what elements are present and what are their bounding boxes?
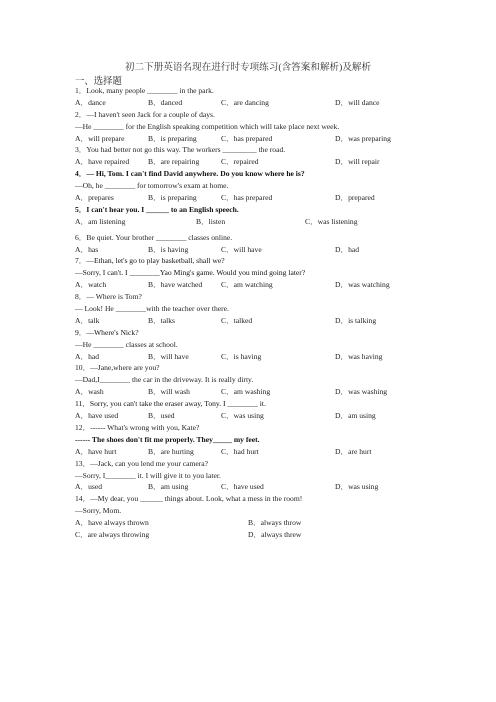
option-b: B．used xyxy=(148,411,175,421)
option-d: D．was having xyxy=(335,351,383,361)
option-a: A．had xyxy=(75,351,100,361)
question-stem: 13．—Jack, can you lend me your camera? xyxy=(75,458,209,468)
option-c: C．repaired xyxy=(221,157,259,167)
option-a: A．have used xyxy=(75,411,119,421)
option-b: B．have watched xyxy=(148,280,203,290)
option-c: C．is having xyxy=(221,351,262,361)
question-stem: 10．—Jane,where are you? xyxy=(75,363,160,373)
question-stem: 7．—Ethan, let's go to play basketball, shall we? xyxy=(75,256,225,266)
question-stem-line: — Look! He ________with the teacher over there. xyxy=(75,304,229,314)
question-item xyxy=(75,255,475,291)
option-row xyxy=(75,529,475,541)
option-b: B．listen xyxy=(196,216,226,226)
option-row xyxy=(75,156,475,168)
question-item xyxy=(75,458,475,494)
option-b: B．is preparing xyxy=(148,133,197,143)
question-stem: 8．— Where is Tom? xyxy=(75,292,142,302)
question-item xyxy=(75,232,475,256)
option-d: D．was washing xyxy=(335,387,388,397)
option-c: C．has prepared xyxy=(221,133,273,143)
option-c: C．have used xyxy=(221,482,264,492)
question-stem: 2．—I haven't seen Jack for a couple of days. xyxy=(75,109,215,119)
document-title: 初二下册英语名现在进行时专项练习(含答案和解析)及解析 xyxy=(124,62,372,73)
option-a: A．dance xyxy=(75,97,106,107)
question-stem-line: —Sorry, I can't. I ________Yao Ming's game. Would you mind going later? xyxy=(75,268,306,278)
option-a: A．am listening xyxy=(75,216,126,226)
option-row xyxy=(75,481,475,493)
option-b: B．are repairing xyxy=(148,157,200,167)
option-d: D．will dance xyxy=(335,97,380,107)
option-row xyxy=(75,244,475,256)
question-item xyxy=(75,291,475,327)
option-a: A．have repaired xyxy=(75,157,130,167)
option-c: C．had hurt xyxy=(221,446,259,456)
option-a: A．prepares xyxy=(75,193,114,203)
option-d: D．am using xyxy=(335,411,376,421)
question-stem: 3．You had better not go this way. The workers _________ the road. xyxy=(75,145,286,155)
question-item xyxy=(75,85,475,109)
option-c: C．are dancing xyxy=(221,97,269,107)
question-item xyxy=(75,422,475,458)
option-b: B．will have xyxy=(148,351,189,361)
option-row xyxy=(75,97,475,109)
question-item xyxy=(75,109,475,145)
question-stem-line: —Dad,I________ the car in the driveway. It is really dirty. xyxy=(75,375,254,385)
option-a: A．watch xyxy=(75,280,107,290)
question-stem-line: —Sorry, I________ it. I will give it to you later. xyxy=(75,470,221,480)
question-item xyxy=(75,144,475,168)
question-stem-line: —Sorry, Mom. xyxy=(75,506,122,516)
option-c: C．has prepared xyxy=(221,193,273,203)
option-d: D．was preparing xyxy=(335,133,391,143)
option-b: B．are hurting xyxy=(148,446,194,456)
option-a: A．have always thrown xyxy=(75,518,149,528)
option-a: A．used xyxy=(75,482,102,492)
option-b: B．will wash xyxy=(148,387,190,397)
option-a: A．have hurt xyxy=(75,446,117,456)
question-stem-line: —Oh, he ________ for tomorrow's exam at home. xyxy=(75,181,229,191)
option-d: D．is talking xyxy=(335,315,377,325)
question-stem: 14．—My dear, you ______ things about. Look, what a mess in the room! xyxy=(75,494,303,504)
option-c: C．will have xyxy=(221,244,262,254)
option-a: A．talk xyxy=(75,315,100,325)
question-item xyxy=(75,362,475,398)
question-item xyxy=(75,327,475,363)
option-row xyxy=(75,279,475,291)
option-row xyxy=(75,386,475,398)
option-row xyxy=(75,315,475,327)
option-d: D．had xyxy=(335,244,360,254)
section-heading: 一、选择题 xyxy=(75,77,122,87)
option-b: B．danced xyxy=(148,97,183,107)
option-c: C．are always throwing xyxy=(75,529,150,539)
question-item xyxy=(75,398,475,422)
option-row xyxy=(75,517,475,529)
option-c: C．am watching xyxy=(221,280,273,290)
question-stem-line: —He ________ for the English speaking competition which will take place next week. xyxy=(75,121,340,131)
option-b: B．am using xyxy=(148,482,189,492)
question-item xyxy=(75,493,475,541)
question-stem-line: —He ________ classes at school. xyxy=(75,339,178,349)
question-stem: 1．Look, many people ________ in the park. xyxy=(75,86,214,95)
option-a: A．wash xyxy=(75,387,104,397)
option-c: C．was using xyxy=(221,411,264,421)
option-a: A．has xyxy=(75,244,99,254)
option-c: C．was listening xyxy=(305,216,358,226)
option-c: C．am washing xyxy=(221,387,271,397)
option-b: B．is preparing xyxy=(148,193,197,203)
option-a: A．will prepare xyxy=(75,133,125,143)
option-row xyxy=(75,192,475,204)
question-item xyxy=(75,168,475,204)
option-d: D．always threw xyxy=(248,529,302,539)
question-list xyxy=(75,85,475,541)
option-row xyxy=(75,133,475,145)
option-b: B．is having xyxy=(148,244,189,254)
question-item xyxy=(75,204,475,228)
option-d: D．are hurt xyxy=(335,446,372,456)
question-stem: 5．I can't hear you. I ______ to an English speech. xyxy=(75,204,239,214)
option-d: D．was watching xyxy=(335,280,390,290)
option-d: D．was using xyxy=(335,482,379,492)
question-stem: 11．Sorry, you can't take the eraser away, Tony. I ________ it. xyxy=(75,399,266,409)
option-c: C．talked xyxy=(221,315,253,325)
option-row xyxy=(75,351,475,363)
option-row xyxy=(75,410,475,422)
option-d: D．will repair xyxy=(335,157,380,167)
option-d: D．prepared xyxy=(335,193,375,203)
option-b: B．always throw xyxy=(248,518,302,528)
question-stem: 6．Be quiet. Your brother ________ classes online. xyxy=(75,232,233,242)
option-b: B．talks xyxy=(148,315,176,325)
question-stem-line: ------ The shoes don't fit me properly. They_____ my feet. xyxy=(75,434,260,444)
question-stem: 4．— Hi, Tom. I can't find David anywhere. Do you know where he is? xyxy=(75,169,305,179)
option-row xyxy=(75,446,475,458)
question-stem: 9．—Where's Nick? xyxy=(75,327,139,337)
option-row xyxy=(75,216,475,228)
question-stem: 12．------ What's wrong with you, Kate? xyxy=(75,422,200,432)
